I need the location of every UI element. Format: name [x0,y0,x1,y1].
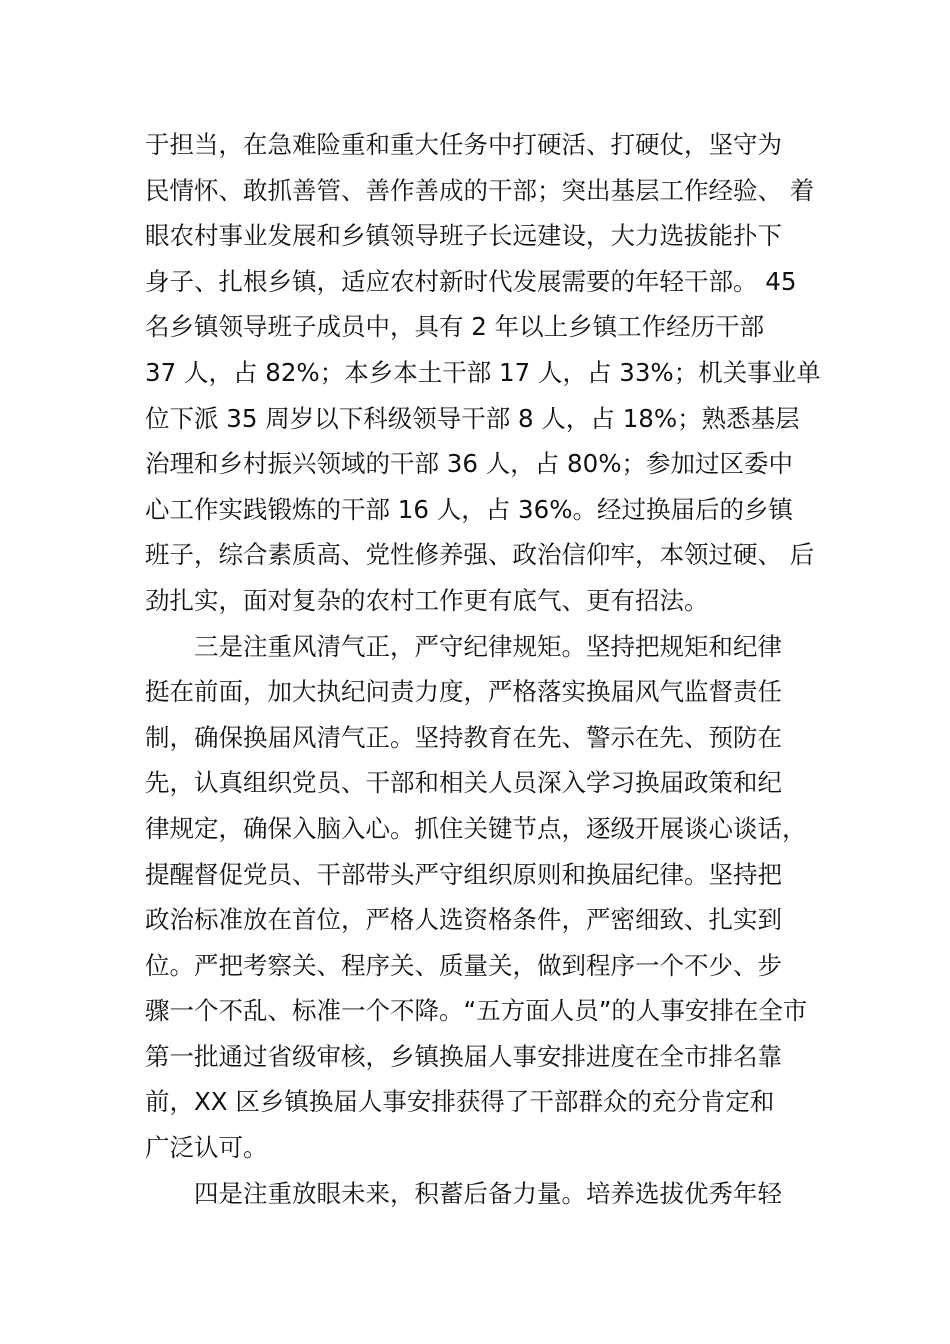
paragraph-first-line: 四是注重放眼未来，积蓄后备力量。培养选拔优秀年轻 [194,1178,782,1208]
text-line: 于担当，在急难险重和重大任务中打硬活、打硬仗，坚守为 [145,130,782,159]
text-line: 眼农村事业发展和乡镇领导班子长远建设，大力选拔能扑下 [145,221,782,251]
text-line: 提醒督促党员、干部带头严守组织原则和换届纪律。坚持把 [145,859,782,889]
text-line: 位。严把考察关、程序关、质量关，做到程序一个不少、步 [145,950,782,980]
text-line: 制，确保换届风清气正。坚持教育在先、警示在先、预防在 [145,722,782,752]
text-line: 广泛认可。 [145,1133,268,1163]
text-line: 心工作实践锻炼的干部 16 人，占 36%。经过换届后的乡镇 [145,494,793,524]
text-line: 骤一个不乱、标准一个不降。“五方面人员”的人事安排在全市 [145,996,808,1026]
text-line: 名乡镇领导班子成员中，具有 2 年以上乡镇工作经历干部 [145,312,765,342]
text-line: 挺在前面，加大执纪问责力度，严格落实换届风气监督责任 [145,677,782,707]
paragraph-first-line: 三是注重风清气正，严守纪律规矩。坚持把规矩和纪律 [194,631,782,661]
text-line: 第一批通过省级审核，乡镇换届人事安排进度在全市排名靠 [145,1041,782,1071]
body-text [145,122,821,1216]
text-line: 民情怀、敢抓善管、善作善成的干部；突出基层工作经验、 着 [145,175,815,205]
text-line: 先，认真组织党员、干部和相关人员深入学习换届政策和纪 [145,768,782,798]
text-line: 班子，综合素质高、党性修养强、政治信仰牢，本领过硬、 后 [145,540,815,570]
text-line: 律规定，确保入脑入心。抓住关键节点，逐级开展谈心谈话， [145,813,807,843]
text-line: 身子、扎根乡镇，适应农村新时代发展需要的年轻干部。 45 [145,266,797,296]
text-line: 位下派 35 周岁以下科级领导干部 8 人，占 18%；熟悉基层 [145,403,800,433]
text-line: 治理和乡村振兴领域的干部 36 人，占 80%；参加过区委中 [145,449,793,479]
text-line: 政治标准放在首位，严格人选资格条件，严密细致、扎实到 [145,905,782,935]
text-line: 前，XX 区乡镇换届人事安排获得了干部群众的充分肯定和 [145,1087,775,1117]
text-line: 37 人，占 82%；本乡本土干部 17 人，占 33%；机关事业单 [145,357,821,387]
text-line: 劲扎实，面对复杂的农村工作更有底气、更有招法。 [145,585,709,615]
